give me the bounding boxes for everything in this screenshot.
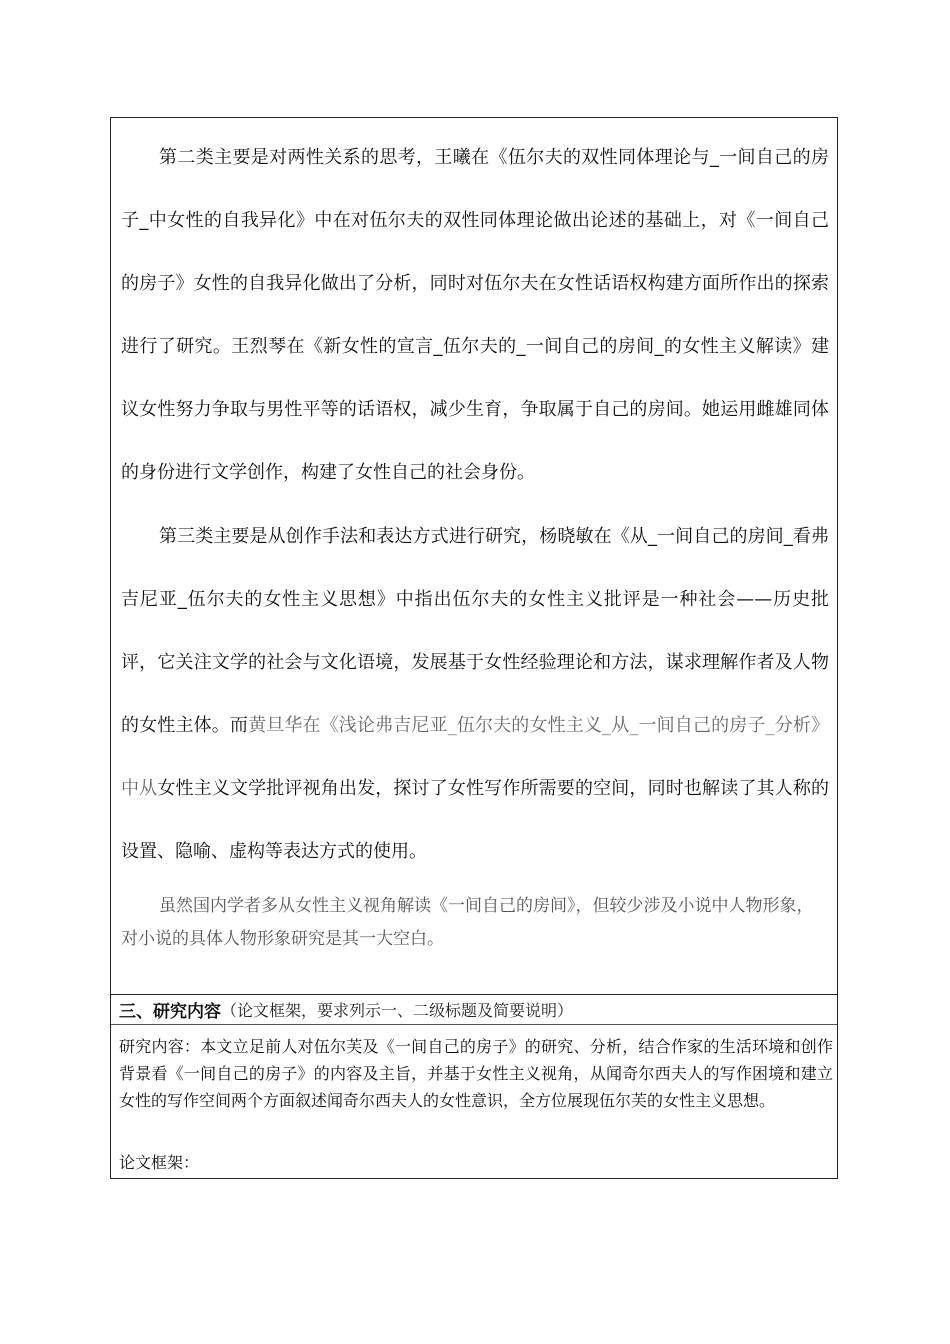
section-heading-row: [111, 995, 837, 1025]
research-content-cell: [111, 995, 837, 1180]
framework-label: 论文框架：: [119, 1153, 200, 1172]
review-paragraph-2: 第二类主要是对两性关系的思考，王曦在《伍尔夫的双性同体理论与_一间自己的房子_中女性的自我异化》中在对伍尔夫的双性同体理论做出论述的基础上，对《一间自己的房子》女性的自我异化做出了分析，同时对伍尔夫在女性话语权构建方面所作出的探索进行了研究。王烈琴在《新女性的宣言_伍尔夫的_一间自己的房间_的女性主义解读》建议女性努力争取与男性平等的话语权，减少生育，争取属于自己的房间。她运用雌雄同体的身份进行文学创作，构建了女性自己的社会身份。: [121, 147, 829, 483]
section-note: （论文框架，要求列示一、二级标题及简要说明）: [221, 1001, 574, 1020]
review-paragraph-3-part-3: 女性主义文学批评视角出发，探讨了女性写作所需要的空间，同时也解读了其人称的设置、隐喻、虚构等表达方式的使用。: [121, 778, 830, 862]
section-title: 三、研究内容: [119, 1002, 221, 1022]
review-paragraph-3-citation: 黄旦华在《浅论弗吉尼亚_伍尔夫的女性主义_从_一间自己的房子_分析》中从: [121, 715, 830, 799]
review-paragraph-3-part-1: 第三类主要是从创作手法和表达方式进行研究，杨晓敏在《从_一间自己的房间_看弗吉尼亚_伍尔夫的女性主义思想》中指出伍尔夫的女性主义批评是一种社会——历史批评，它关注文学的社会与文化语境，发展基于女性经验理论和方法，谋求理解作者及人物的女性主体。而: [121, 526, 829, 736]
document-table: [110, 117, 838, 1179]
review-paragraph-3: [121, 505, 829, 883]
research-content-text: 研究内容：本文立足前人对伍尔芙及《一间自己的房子》的研究、分析，结合作家的生活环境和创作背景看《一间自己的房子》的内容及主旨，并基于女性主义视角，从闻奇尔西夫人的写作困境和建立女性的写作空间两个方面叙述闻奇尔西夫人的女性意识，全方位展现伍尔芙的女性主义思想。: [119, 1037, 833, 1110]
review-summary-paragraph: 虽然国内学者多从女性主义视角解读《一间自己的房间》，但较少涉及小说中人物形象，对小说的具体人物形象研究是其一大空白。: [121, 896, 814, 949]
literature-review-cell: [111, 118, 837, 995]
